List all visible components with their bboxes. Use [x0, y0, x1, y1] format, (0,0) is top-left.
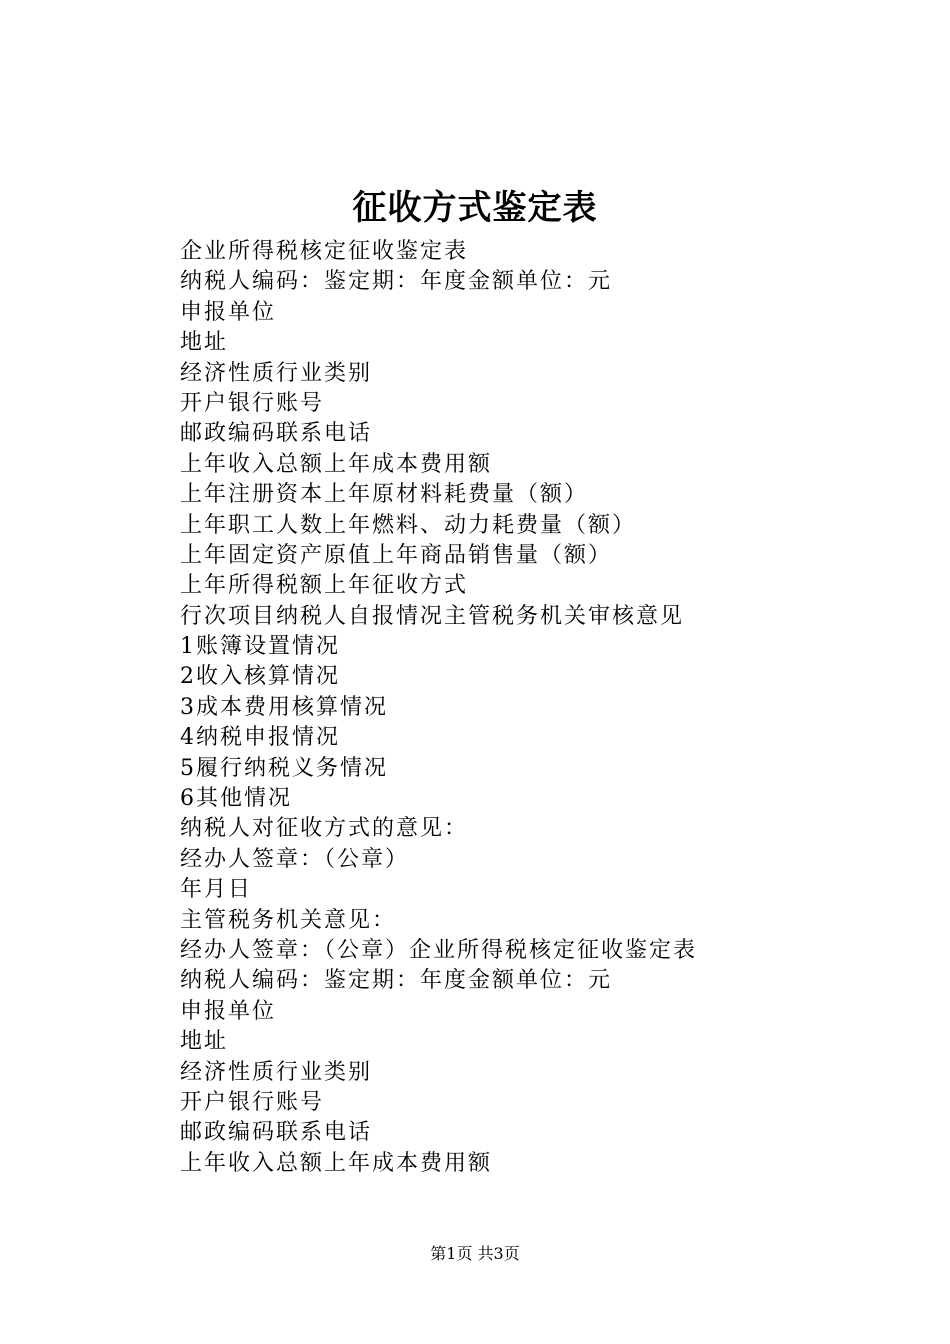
- text-line: 1账簿设置情况: [180, 634, 340, 660]
- text-line: 企业所得税核定征收鉴定表: [180, 239, 469, 264]
- text-line: 申报单位: [180, 299, 277, 325]
- text-line: 年月日: [180, 877, 253, 903]
- text-line: 邮政编码联系电话: [180, 1120, 373, 1146]
- text-line: 2收入核算情况: [180, 664, 340, 690]
- text-line: 开户银行账号: [180, 390, 325, 416]
- document-body: [180, 237, 920, 1179]
- text-line: 上年注册资本上年原材料耗费量（额）: [180, 482, 589, 508]
- text-line: 3成本费用核算情况: [180, 694, 388, 720]
- text-line: 申报单位: [180, 998, 277, 1024]
- page-footer: 第1页 共3页: [430, 1244, 520, 1263]
- text-line: 6其他情况: [180, 786, 292, 812]
- text-line: 经济性质行业类别: [180, 1059, 373, 1085]
- text-line: 地址: [180, 330, 229, 356]
- text-line: 经济性质行业类别: [180, 360, 373, 386]
- text-line: 上年收入总额上年成本费用额: [180, 1150, 493, 1176]
- text-line: 上年职工人数上年燃料、动力耗费量（额）: [180, 512, 637, 538]
- page-title: 征收方式鉴定表: [352, 188, 598, 228]
- text-line: 主管税务机关意见：: [180, 907, 397, 933]
- text-line: 上年固定资产原值上年商品销售量（额）: [180, 542, 613, 568]
- text-line: 上年收入总额上年成本费用额: [180, 451, 493, 477]
- text-line: 纳税人对征收方式的意见：: [180, 816, 469, 842]
- text-line: 5履行纳税义务情况: [180, 755, 388, 781]
- text-line: 纳税人编码：鉴定期：年度金额单位：元: [180, 269, 613, 295]
- text-line: 行次项目纳税人自报情况主管税务机关审核意见: [180, 603, 685, 629]
- text-line: 开户银行账号: [180, 1089, 325, 1115]
- text-line: 纳税人编码：鉴定期：年度金额单位：元: [180, 968, 613, 994]
- text-line: 地址: [180, 1029, 229, 1055]
- text-line: 邮政编码联系电话: [180, 421, 373, 447]
- text-line: 经办人签章：（公章）企业所得税核定征收鉴定表: [180, 937, 698, 963]
- text-line: 上年所得税额上年征收方式: [180, 573, 469, 599]
- text-line: 经办人签章：（公章）: [180, 846, 410, 872]
- text-line: 4纳税申报情况: [180, 725, 340, 751]
